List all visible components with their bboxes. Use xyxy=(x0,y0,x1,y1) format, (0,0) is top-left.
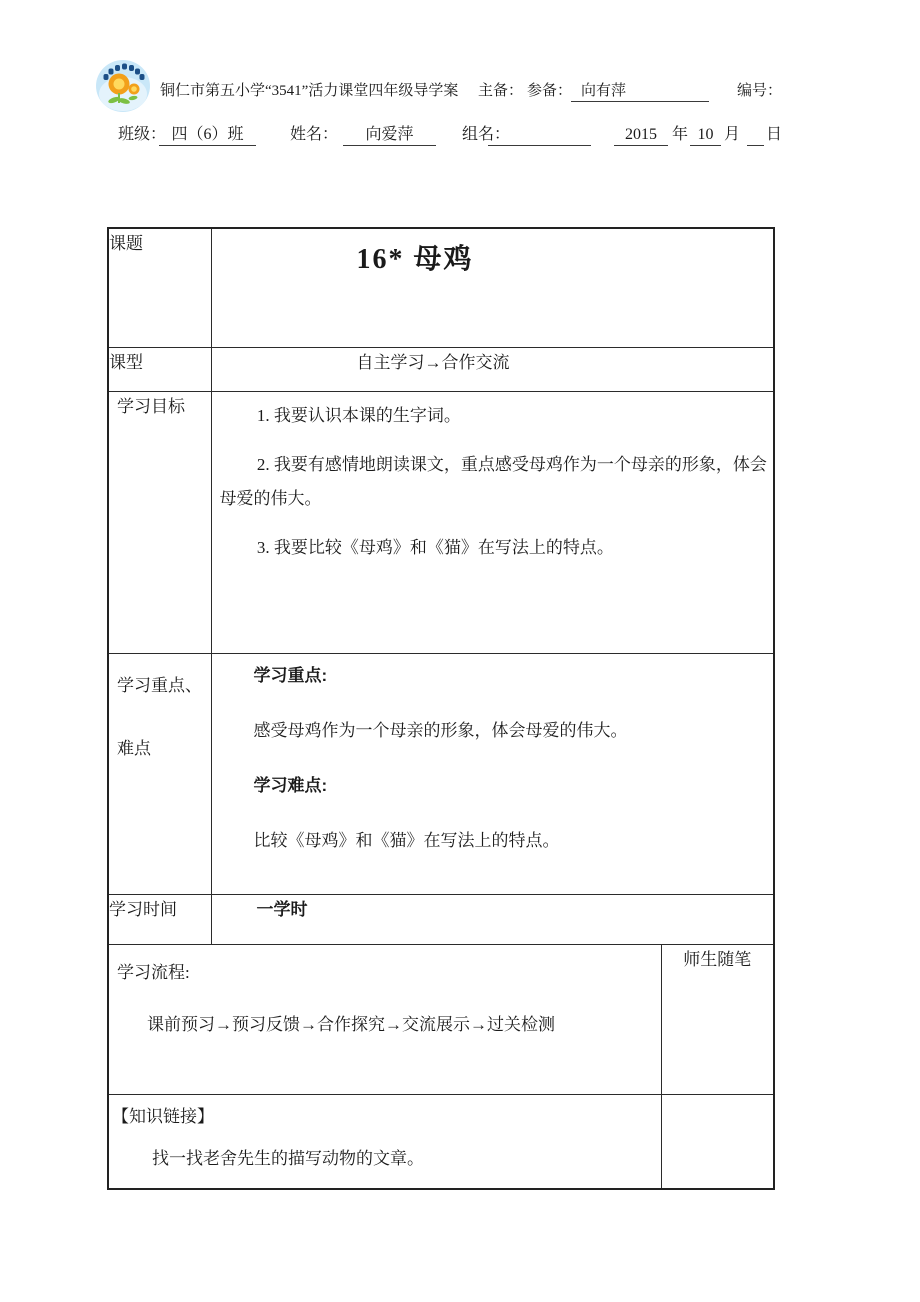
time-value: 一学时 xyxy=(256,899,308,919)
focus-label-line2: 难点 xyxy=(117,738,151,758)
goals-label-cell xyxy=(108,391,211,653)
focus-heading: 学习重点: xyxy=(253,665,328,685)
goals-label: 学习目标 xyxy=(117,396,185,416)
day-unit: 日 xyxy=(766,126,783,143)
knowledge-heading: 【知识链接】 xyxy=(112,1106,214,1126)
time-label: 学习时间 xyxy=(109,899,177,919)
header-line1 xyxy=(0,80,920,104)
table-row-knowledge xyxy=(108,1094,774,1189)
topic-label-cell xyxy=(108,228,211,347)
lesson-type: 自主学习→合作交流 xyxy=(356,352,510,372)
month-value: 10 xyxy=(690,124,721,146)
day-blank-field xyxy=(747,124,764,146)
knowledge-text: 找一找老舍先生的描写动物的文章。 xyxy=(152,1148,424,1168)
type-value-cell xyxy=(211,347,774,391)
table-row-topic xyxy=(108,228,774,347)
notes-label: 师生随笔 xyxy=(683,949,752,969)
goal-item: 1. 我要认识本课的生字词。 xyxy=(256,405,461,425)
year-unit: 年 xyxy=(672,126,689,143)
knowledge-content-cell xyxy=(108,1094,661,1189)
time-value-cell xyxy=(211,894,774,944)
assistant-preparer-label: 参备： xyxy=(527,83,573,99)
notes-empty-cell xyxy=(661,1094,774,1189)
table-row-focus xyxy=(108,653,774,894)
table-row-goals xyxy=(108,391,774,653)
header-line2 xyxy=(0,124,920,148)
type-label-cell xyxy=(108,347,211,391)
assistant-preparer-value: 向有萍 xyxy=(571,80,709,102)
type-label: 课型 xyxy=(109,352,143,372)
difficulty-text: 比较《母鸡》和《猫》在写法上的特点。 xyxy=(253,830,560,850)
month-unit: 月 xyxy=(724,126,741,143)
topic-label: 课题 xyxy=(109,234,143,253)
lesson-plan-table xyxy=(107,227,775,1190)
document-title: 铜仁市第五小学“3541”活力课堂四年级导学案 xyxy=(160,83,459,99)
focus-text: 感受母鸡作为一个母亲的形象，体会母爱的伟大。 xyxy=(253,720,628,740)
topic-value-cell xyxy=(211,228,774,347)
goal-item: 2. 我要有感情地朗读课文，重点感受母鸡作为一个母亲的形象，体会母爱的伟大。 xyxy=(219,454,767,508)
notes-header-cell xyxy=(661,944,774,1094)
focus-label-line1: 学习重点、 xyxy=(117,675,202,695)
class-label: 班级： xyxy=(118,126,167,143)
class-value: 四（6）班 xyxy=(159,124,256,146)
number-label: 编号： xyxy=(737,83,783,99)
focus-content-cell xyxy=(211,653,774,894)
process-steps: 课前预习→预习反馈→合作探究→交流展示→过关检测 xyxy=(147,1014,555,1034)
time-label-cell xyxy=(108,894,211,944)
focus-label-cell xyxy=(108,653,211,894)
name-label: 姓名： xyxy=(290,126,339,143)
name-value: 向爱萍 xyxy=(343,124,436,146)
table-row-type xyxy=(108,347,774,391)
lesson-title: 16* 母鸡 xyxy=(356,244,474,275)
goals-content-cell xyxy=(211,391,774,653)
process-label: 学习流程: xyxy=(117,962,190,982)
difficulty-heading: 学习难点: xyxy=(253,775,328,795)
group-label: 组名： xyxy=(462,126,511,143)
process-content-cell xyxy=(108,944,661,1094)
goal-item: 3. 我要比较《母鸡》和《猫》在写法上的特点。 xyxy=(256,537,614,557)
year-value: 2015 xyxy=(614,124,668,146)
lead-preparer-label: 主备： xyxy=(478,83,524,99)
group-blank-field xyxy=(488,124,591,146)
table-row-time xyxy=(108,894,774,944)
table-row-process xyxy=(108,944,774,1094)
